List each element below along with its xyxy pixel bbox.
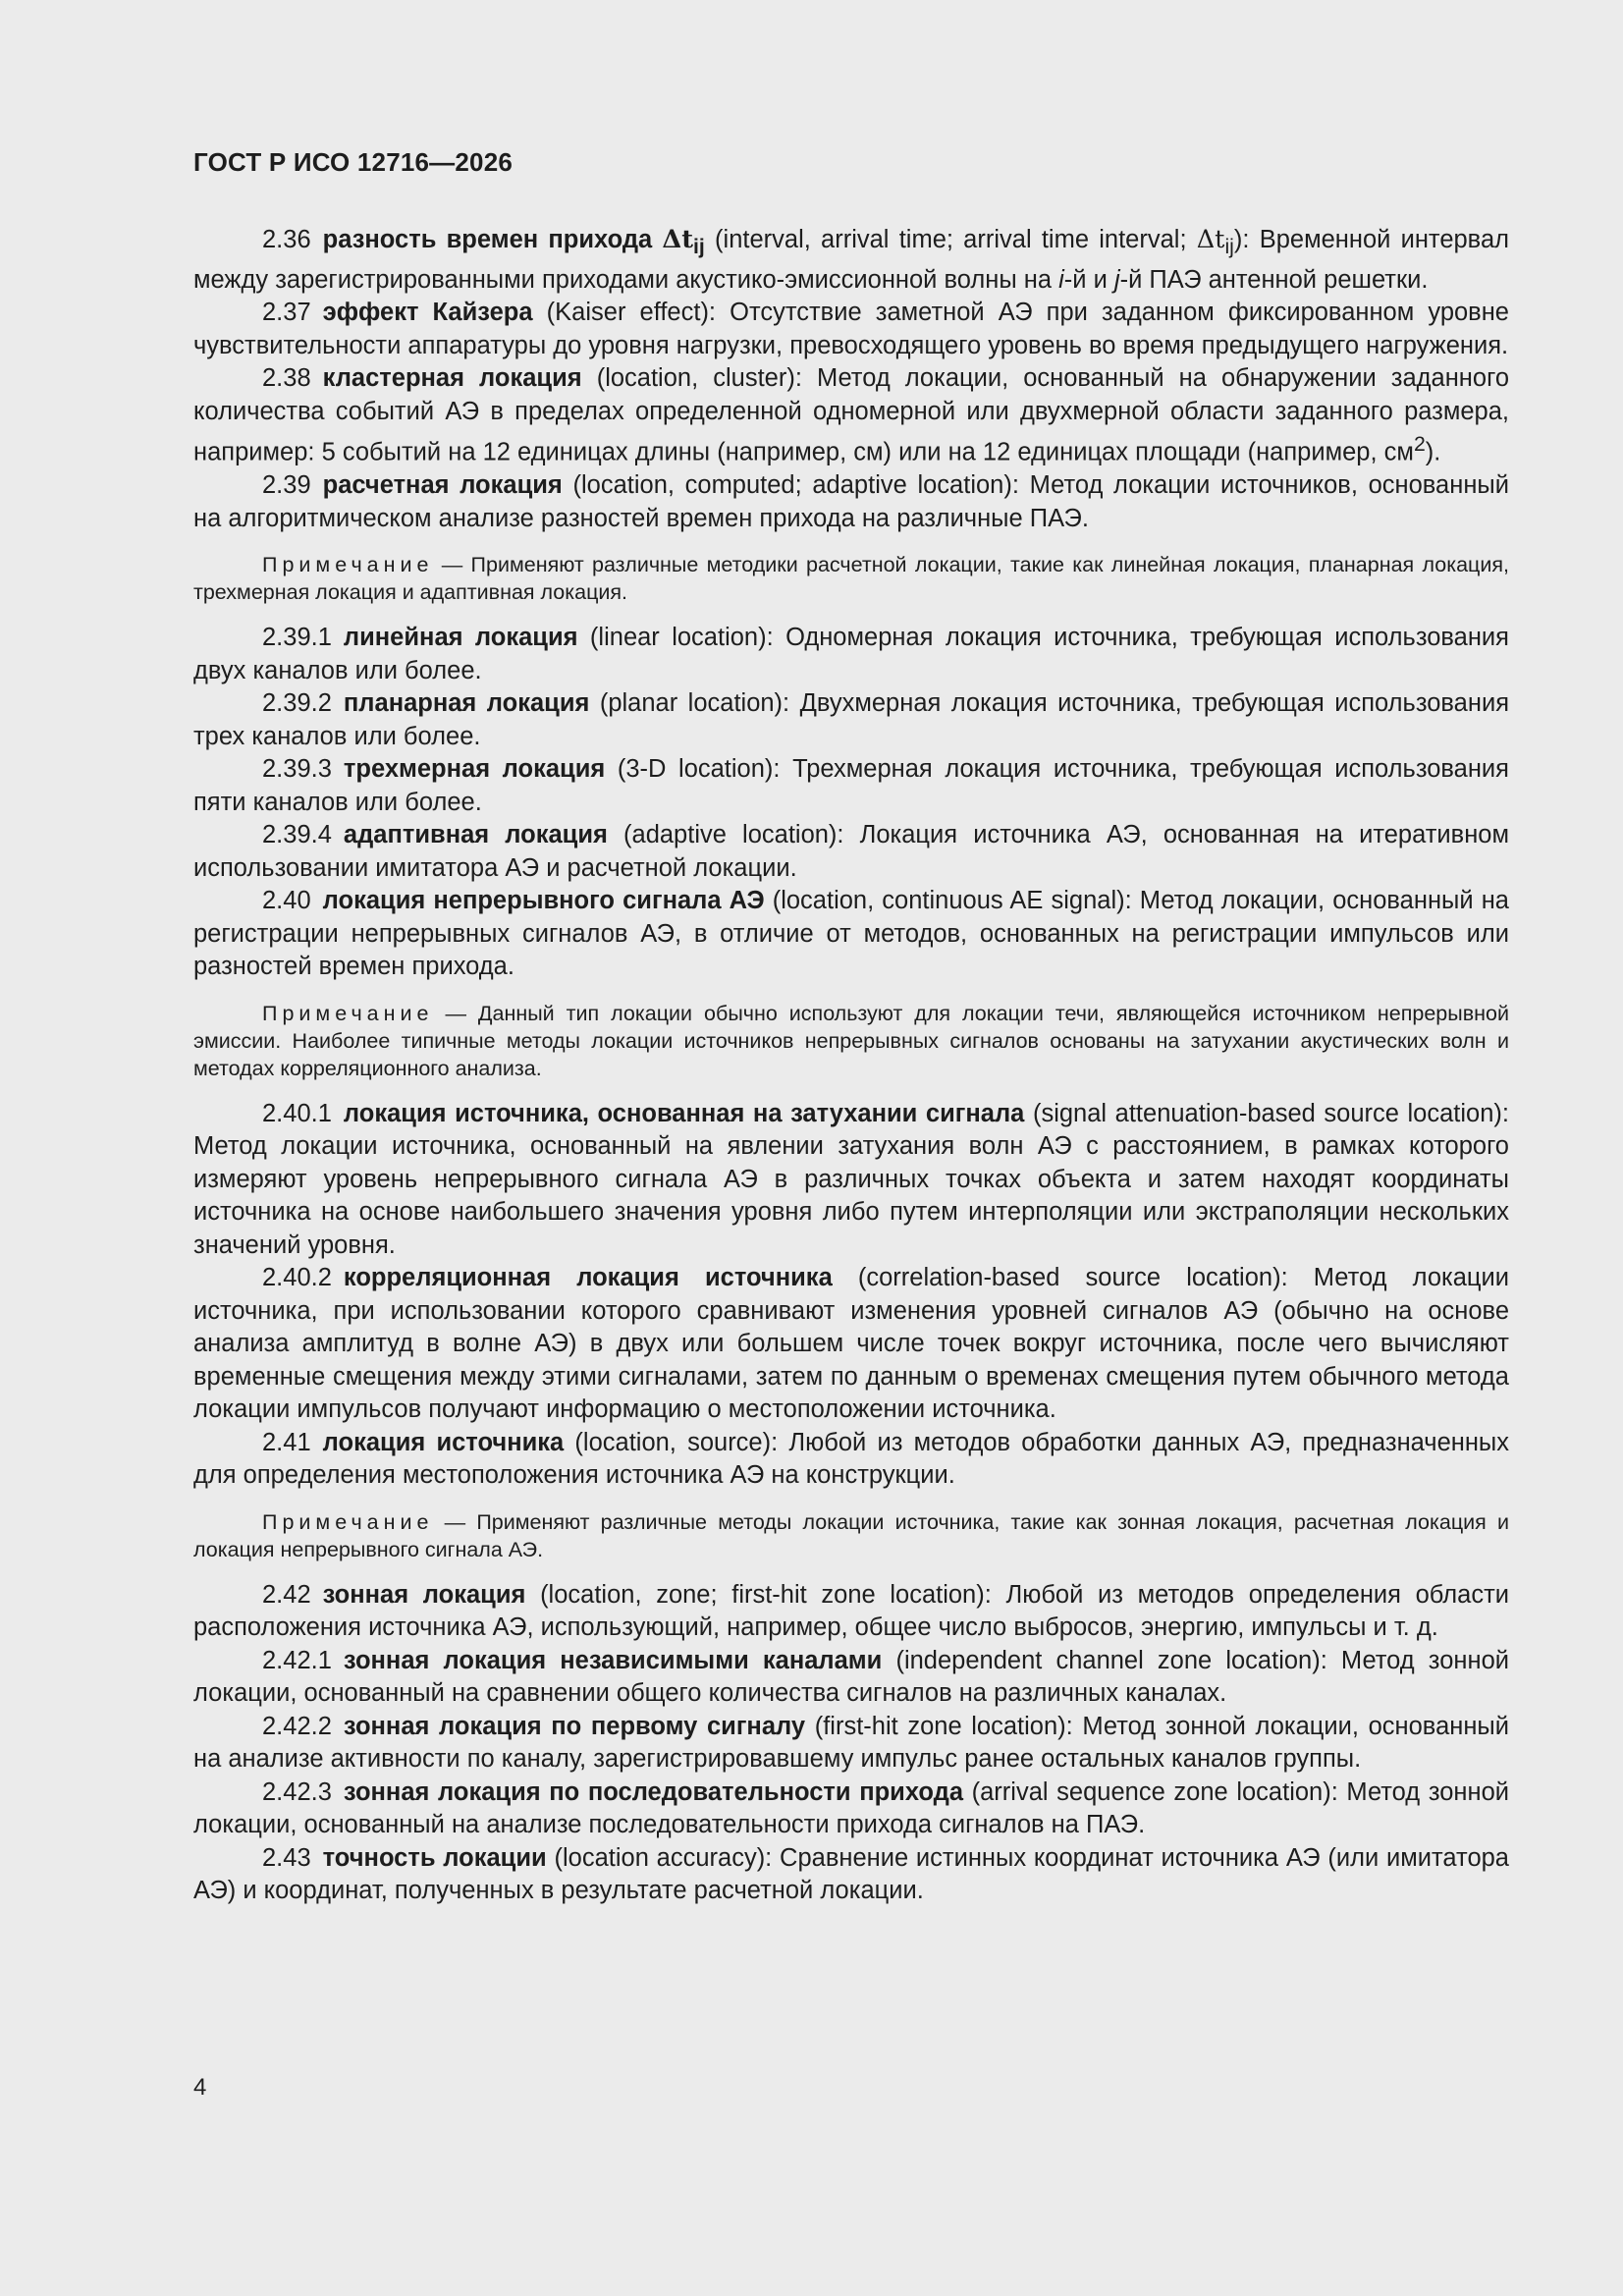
term-definition: (location, zone; first-hit zone location): Любой из методов определения области расположения источника АЭ, использующий, например, общее число выбросов, энергию, импульсы и т. д. xyxy=(193,1580,1510,1642)
term-name: адаптивная локация xyxy=(343,821,608,849)
term-entry-2-42-3 xyxy=(193,1777,1509,1842)
entry-number: 2.40 xyxy=(262,887,311,915)
entry-number: 2.39.3 xyxy=(262,755,332,784)
term-entry-2-36 xyxy=(193,224,1509,297)
note-2-39 xyxy=(193,551,1509,606)
term-definition: (correlation-based source location): Метод локации источника, при использовании которого сравнивают изменения уровней сигналов АЭ (обычно на основе анализа амплитуд в волне АЭ) в двух или большем числе точек вокруг источника, после чего вычисляют временные смещения между этими сигналами, затем по данным о временах смещения путем обычного метода локации импульсов получают информацию о местоположении источника. xyxy=(193,1264,1510,1424)
entry-number: 2.42.3 xyxy=(262,1777,332,1806)
term-name: расчетная локация xyxy=(322,471,563,500)
note-label: Примечание xyxy=(262,1509,434,1534)
term-entry-2-39-1 xyxy=(193,622,1509,687)
term-definition: (3-D location): Трехмерная локация источника, требующая использования пяти каналов или более. xyxy=(193,755,1509,816)
note-text: — Данный тип локации обычно используют для локации течи, являющейся источником непрерывной эмиссии. Наиболее типичные методы локации источников непрерывных сигналов основаны на затухании акустических волн и методах корреляционного анализа. xyxy=(193,1001,1509,1080)
note-text: — Применяют различные методы локации источника, такие как зонная локация, расчетная локация и локация непрерывного сигнала АЭ. xyxy=(193,1509,1509,1561)
term-entry-2-40 xyxy=(193,885,1509,984)
entry-number: 2.41 xyxy=(262,1428,311,1456)
term-name: локация источника, основанная на затухании сигнала xyxy=(343,1099,1025,1127)
term-definition: (adaptive location): Локация источника АЭ, основанная на итеративном использовании имитатора АЭ и расчетной локации. xyxy=(193,821,1509,882)
term-entry-2-41 xyxy=(193,1427,1509,1493)
term-definition: (arrival sequence zone location): Метод зонной локации, основанный на анализе последовательности прихода сигналов на ПАЭ. xyxy=(193,1777,1509,1839)
entry-number: 2.43 xyxy=(262,1843,311,1872)
term-entry-2-37 xyxy=(193,297,1509,362)
term-name: локация источника xyxy=(322,1428,565,1456)
entry-number: 2.39.4 xyxy=(262,821,332,849)
entry-number: 2.39.2 xyxy=(262,689,332,718)
term-entry-2-42 xyxy=(193,1579,1509,1645)
term-definition: (location, computed; adaptive location): Метод локации источников, основанный на алгоритмическом анализе разностей времен прихода на различные ПАЭ. xyxy=(193,471,1509,532)
term-name: зонная локация по первому сигналу xyxy=(343,1712,806,1740)
term-definition: (first-hit zone location): Метод зонной локации, основанный на анализе активности по каналу, зарегистрировавшему импульс ранее остальных каналов группы. xyxy=(193,1712,1509,1774)
term-definition: (linear location): Одномерная локация источника, требующая использования двух каналов или более. xyxy=(193,624,1509,684)
term-name: корреляционная локация источника xyxy=(343,1264,833,1292)
term-definition-part: -й ПАЭ антенной решетки. xyxy=(1119,265,1429,294)
term-definition: (planar location): Двухмерная локация источника, требующая использования трех каналов или более. xyxy=(193,689,1510,750)
term-name: разность времен прихода xyxy=(322,226,653,253)
term-definition-part: (interval, arrival time; arrival time interval; xyxy=(704,226,1197,253)
entry-number: 2.40.2 xyxy=(262,1264,332,1292)
term-definition: (independent channel zone location): Метод зонной локации, основанный на сравнении общего количества сигналов на различных каналах. xyxy=(193,1646,1509,1708)
term-definition-part: ): Временной интервал между зарегистрированными приходами акустико-эмиссионной волны на xyxy=(193,226,1510,294)
term-entry-2-39 xyxy=(193,469,1509,535)
term-name: зонная локация по последовательности прихода xyxy=(343,1777,963,1806)
term-entry-2-40-1 xyxy=(193,1098,1509,1263)
term-name: зонная локация независимыми каналами xyxy=(343,1646,883,1674)
term-name: локация непрерывного сигнала АЭ xyxy=(322,887,765,915)
entry-number: 2.37 xyxy=(262,299,311,327)
term-definition: (location, source): Любой из методов обработки данных АЭ, предназначенных для определения местоположения источника АЭ на конструкции. xyxy=(193,1428,1510,1490)
term-entry-2-43 xyxy=(193,1842,1509,1908)
note-text: — Применяют различные методики расчетной локации, такие как линейная локация, планарная локация, трехмерная локация и адаптивная локация. xyxy=(193,553,1509,605)
document-header: ГОСТ Р ИСО 12716—2026 xyxy=(193,147,514,177)
entry-number: 2.39.1 xyxy=(262,624,332,652)
term-entry-2-42-1 xyxy=(193,1645,1509,1711)
entry-number: 2.36 xyxy=(262,226,311,253)
entry-number: 2.42 xyxy=(262,1580,311,1609)
term-entry-2-39-4 xyxy=(193,819,1509,885)
term-definition-part: -й и xyxy=(1063,265,1114,294)
term-definition: (Kaiser effect): Отсутствие заметной АЭ при заданном фиксированном уровне чувствительности аппаратуры до уровня нагрузки, превосходящего уровень во время предыдущего нагружения. xyxy=(193,299,1509,359)
term-entry-2-39-3 xyxy=(193,753,1509,819)
entry-number: 2.38 xyxy=(262,364,311,393)
term-name: кластерная локация xyxy=(322,364,582,393)
term-name: планарная локация xyxy=(343,689,590,718)
term-entry-2-39-2 xyxy=(193,687,1509,753)
page-number: 4 xyxy=(193,2074,207,2101)
term-name: зонная локация xyxy=(322,1580,526,1609)
delta-symbol-2: Δt xyxy=(1196,225,1225,254)
subscript-2: ij xyxy=(1224,235,1234,259)
document-body xyxy=(193,224,1509,1908)
superscript: 2 xyxy=(1413,432,1426,457)
term-definition: (location, cluster): Метод локации, основанный на обнаружении заданного количества событий АЭ в пределах определенной одномерной или двухмерной области заданного размера, например: 5 событий на 12 единицах длины (например, см) или на 12 единицах площади (например, см xyxy=(193,364,1509,466)
term-name: трехмерная локация xyxy=(343,755,606,784)
subscript: ij xyxy=(693,235,705,259)
entry-number: 2.42.1 xyxy=(262,1646,332,1674)
delta-symbol: Δt xyxy=(662,225,693,254)
note-label: Примечание xyxy=(262,1001,434,1025)
term-name: линейная локация xyxy=(343,624,578,652)
note-2-40 xyxy=(193,1000,1509,1082)
term-definition-tail: ). xyxy=(1425,438,1441,466)
note-label: Примечание xyxy=(262,553,434,577)
entry-number: 2.39 xyxy=(262,471,311,500)
term-entry-2-42-2 xyxy=(193,1711,1509,1777)
italic-j: j xyxy=(1113,265,1120,294)
term-name: точность локации xyxy=(322,1843,547,1872)
entry-number: 2.42.2 xyxy=(262,1712,332,1740)
italic-i: i xyxy=(1058,265,1064,294)
term-name: эффект Кайзера xyxy=(322,299,533,327)
entry-number: 2.40.1 xyxy=(262,1099,332,1127)
note-2-41 xyxy=(193,1508,1509,1563)
term-definition: (location, continuous AE signal): Метод локации, основанный на регистрации непрерывных сигналов АЭ, в отличие от методов, основанных на регистрации импульсов или разностей времен прихода. xyxy=(193,887,1509,981)
term-definition: (location accuracy): Сравнение истинных координат источника АЭ (или имитатора АЭ) и координат, полученных в результате расчетной локации. xyxy=(193,1843,1509,1905)
term-definition: (signal attenuation-based source location): Метод локации источника, основанный на явлении затухания волн АЭ с расстоянием, в рамках которого измеряют уровень непрерывного сигнала АЭ в различных точках объекта и затем находят координаты источника на основе наибольшего значения уровня либо путем интерполяции или экстраполяции нескольких значений уровня. xyxy=(193,1099,1509,1259)
term-entry-2-38 xyxy=(193,362,1509,469)
term-entry-2-40-2 xyxy=(193,1262,1509,1427)
